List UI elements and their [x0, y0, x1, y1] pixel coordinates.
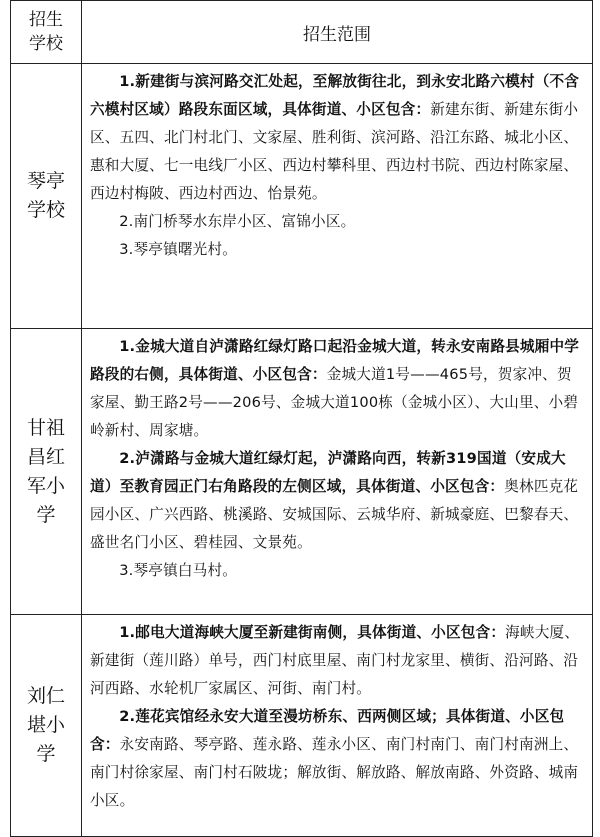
school-name	[11, 329, 82, 615]
range-cell	[82, 329, 593, 615]
school-name-line: 学校	[26, 199, 65, 221]
school-name-line: 军小	[26, 474, 65, 497]
table-row	[11, 615, 593, 837]
school-name-line: 学	[36, 743, 56, 765]
range-item	[90, 208, 584, 236]
range-item-text: 2.南门桥琴水东岸小区、富锦小区。	[119, 213, 356, 230]
range-item-text: 新建东街、新建东街小区、五四、北门村北门、文家屋、胜利街、滨河路、沿江东路、城北小区、惠和大厦、七一电线厂小区、西边村攀科里、西边村书院、西边村陈家屋、西边村梅陂、西边村西边、怡景苑。	[90, 101, 579, 202]
header-row	[11, 1, 593, 64]
enrollment-table	[10, 0, 593, 837]
range-item-text: 海峡大厦、新建街（莲川路）单号，西门村底里屋、南门村龙家里、横街、沿河路、沿河西路、水轮机厂家属区、河街、南门村。	[90, 624, 580, 697]
table-row	[11, 329, 593, 615]
header-range: 招生范围	[82, 1, 593, 64]
range-cell	[82, 615, 593, 837]
range-item	[90, 445, 584, 557]
range-item	[90, 557, 584, 585]
school-name-line: 刘仁	[26, 685, 65, 707]
school-name	[11, 615, 82, 837]
header-school-line: 学校	[29, 34, 63, 54]
school-name-line: 琴亭	[26, 170, 65, 192]
school-name	[11, 64, 82, 329]
header-school-line: 招生	[29, 10, 63, 30]
school-name-line: 堪小	[26, 714, 65, 736]
range-item-lead: 1.邮电大道海峡大厦至新建街南侧，具体街道、小区包含：	[119, 624, 506, 641]
range-item-lead: 2.莲花宾馆经永安大道至漫坊桥东、西两侧区域；具体街道、小区包含：	[90, 708, 565, 753]
table-row	[11, 64, 593, 329]
range-item	[90, 333, 584, 445]
range-item-text: 奥林匹克花园小区、广兴西路、桃溪路、安城国际、云城华府、新城豪庭、巴黎春天、盛世名门小区、碧桂园、文景苑。	[90, 478, 579, 551]
range-cell	[82, 64, 593, 329]
range-item	[90, 68, 584, 208]
school-name-line: 学	[36, 503, 56, 526]
enrollment-table-wrapper	[10, 0, 592, 837]
range-item-lead: 2.泸潇路与金城大道红绿灯起，泸潇路向西，转新319国道（安成大道）至教育园正门右角路段的左侧区域，具体街道、小区包含：	[90, 450, 566, 495]
range-item-lead: 1.新建街与滨河路交汇处起，至解放街往北，到永安北路六模村（不含六模村区域）路段东面区域，具体街道、小区包含：	[90, 73, 580, 118]
school-name-line: 昌红	[26, 445, 65, 468]
range-item-text: 3.琴亭镇曙光村。	[119, 241, 238, 258]
range-item-text: 3.琴亭镇白马村。	[119, 562, 238, 579]
range-item	[90, 703, 584, 815]
range-item-lead: 1.金城大道自泸潇路红绿灯路口起沿金城大道，转永安南路县城厢中学路段的右侧，具体街道、小区包含：	[90, 338, 580, 383]
header-school	[11, 1, 82, 64]
range-item	[90, 236, 584, 264]
range-item	[90, 619, 584, 703]
range-item-text: 永安南路、琴亭路、莲永路、莲永小区、南门村南门、南门村南洲上、南门村徐家屋、南门村石陂垅；解放街、解放路、解放南路、外资路、城南小区。	[90, 736, 579, 809]
school-name-line: 甘祖	[26, 416, 65, 439]
range-item-text: 金城大道1号——465号，贺家冲、贺家屋、勤王路2号——206号、金城大道100栋（金城小区）、大山里、小碧岭新村、周家塘。	[90, 366, 579, 439]
